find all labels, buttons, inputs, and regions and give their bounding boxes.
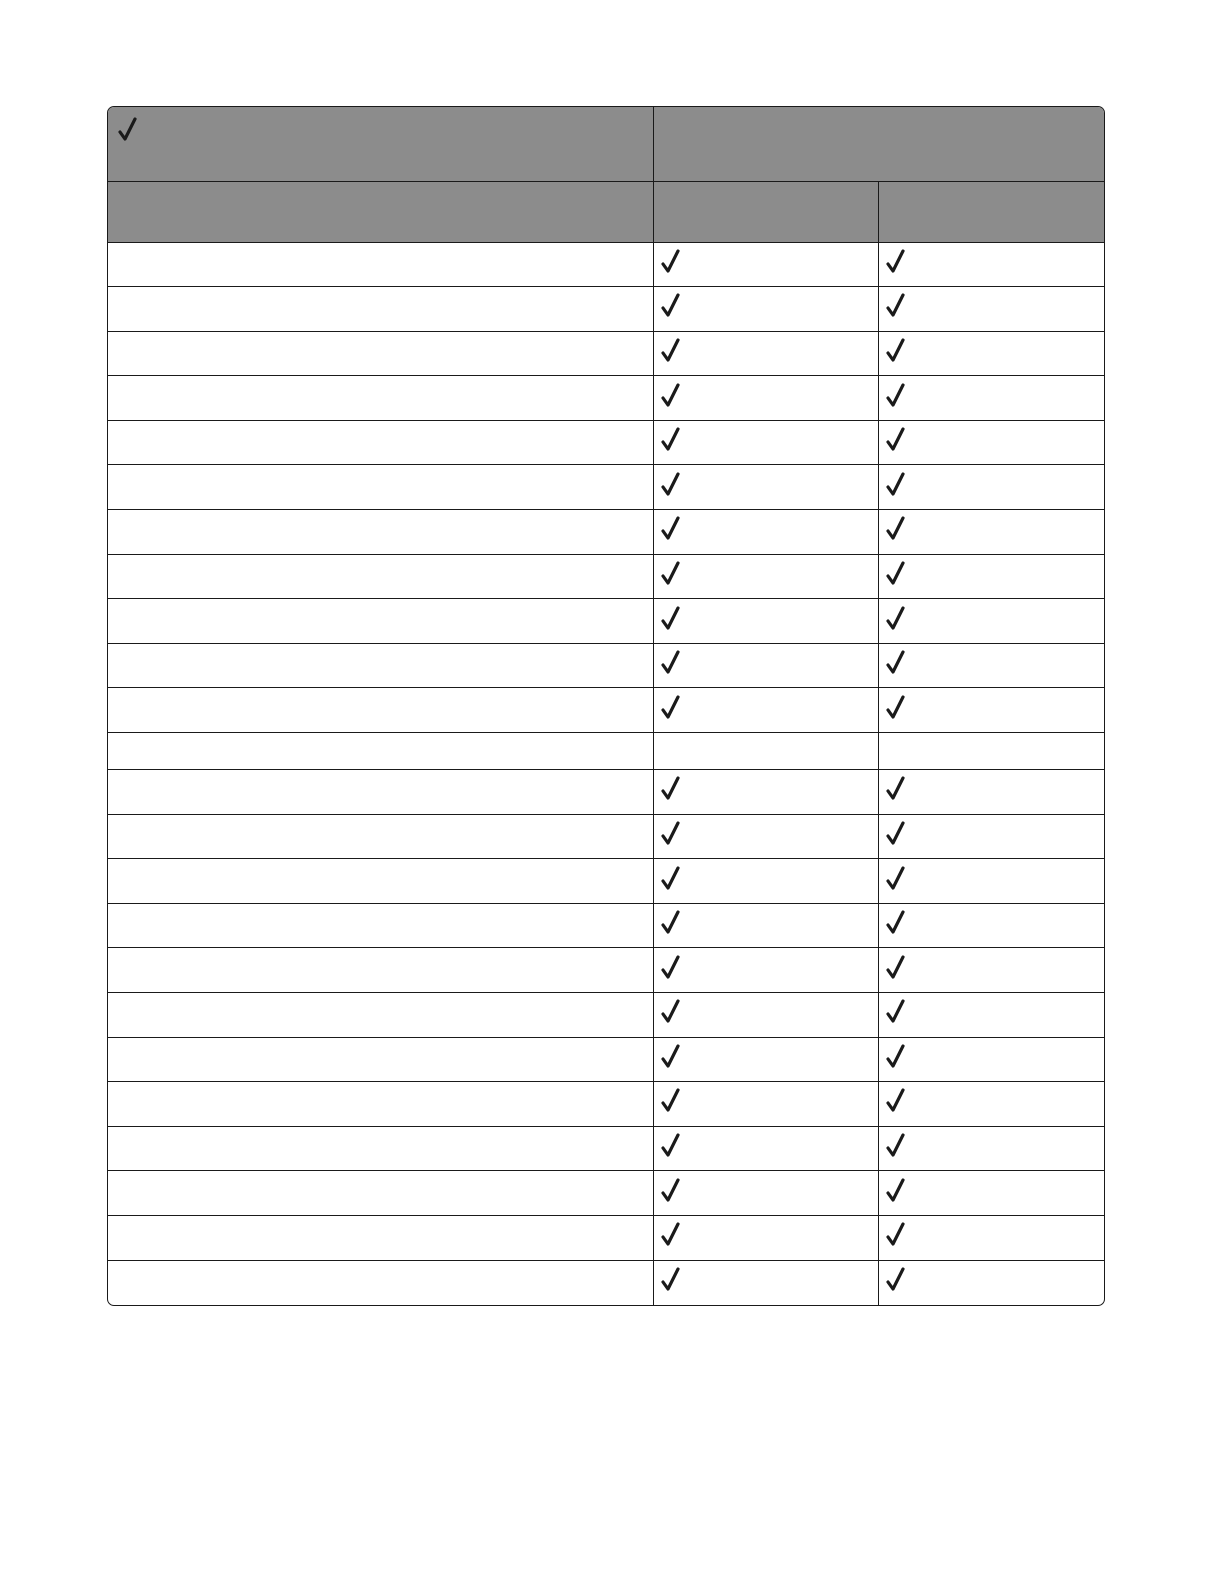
col2-check-cell [653,599,878,644]
row-label-cell [108,993,653,1038]
col2-check-cell [653,770,878,815]
col3-check-cell [878,688,1104,733]
col3-check-cell [878,287,1104,332]
row-label-cell [108,465,653,510]
col2-check-cell [653,331,878,376]
check-icon [886,821,906,847]
col3-check-cell [878,993,1104,1038]
row-label-cell [108,287,653,332]
col2-check-cell [653,1037,878,1082]
col3-check-cell [878,733,1104,770]
row-label-cell [108,1215,653,1260]
check-icon [661,1088,681,1114]
table-row [108,465,1104,510]
check-icon [661,1267,681,1293]
check-icon [886,776,906,802]
table-row [108,814,1104,859]
col2-check-cell [653,733,878,770]
support-matrix-table [107,106,1105,1306]
header-cell-item [108,181,653,242]
col3-check-cell [878,859,1104,904]
col3-check-cell [878,948,1104,993]
check-icon [661,650,681,676]
col3-check-cell [878,814,1104,859]
table-row [108,1260,1104,1305]
col3-check-cell [878,643,1104,688]
table-row [108,599,1104,644]
col3-check-cell [878,1037,1104,1082]
check-icon [661,776,681,802]
check-icon [661,293,681,319]
check-icon [886,383,906,409]
check-icon [661,955,681,981]
col3-check-cell [878,1126,1104,1171]
check-icon [661,516,681,542]
check-icon [661,866,681,892]
check-icon [886,1178,906,1204]
row-label-cell [108,948,653,993]
check-icon [886,1133,906,1159]
col3-check-cell [878,465,1104,510]
check-icon [661,695,681,721]
col2-check-cell [653,948,878,993]
check-icon [118,117,138,143]
col3-check-cell [878,376,1104,421]
check-icon [661,338,681,364]
col2-check-cell [653,688,878,733]
col2-check-cell [653,1126,878,1171]
check-icon [661,472,681,498]
check-icon [661,427,681,453]
check-icon [886,866,906,892]
row-label-cell [108,1126,653,1171]
check-icon [886,338,906,364]
col3-check-cell [878,554,1104,599]
check-icon [661,1044,681,1070]
col2-check-cell [653,1171,878,1216]
check-icon [886,606,906,632]
check-icon [886,999,906,1025]
col3-check-cell [878,903,1104,948]
check-icon [886,293,906,319]
row-label-cell [108,1082,653,1127]
table-row [108,331,1104,376]
table-row [108,287,1104,332]
table-row [108,903,1104,948]
check-icon [886,516,906,542]
col3-check-cell [878,770,1104,815]
col2-check-cell [653,376,878,421]
row-label-cell [108,859,653,904]
col2-check-cell [653,814,878,859]
table-row [108,688,1104,733]
row-label-cell [108,643,653,688]
col3-check-cell [878,1260,1104,1305]
check-icon [661,1133,681,1159]
check-icon [661,249,681,275]
col2-check-cell [653,465,878,510]
col2-check-cell [653,420,878,465]
row-label-cell [108,1171,653,1216]
row-label-cell [108,376,653,421]
table-row [108,948,1104,993]
col3-check-cell [878,420,1104,465]
check-icon [886,249,906,275]
check-icon [661,1222,681,1248]
table-row [108,510,1104,555]
table-row [108,554,1104,599]
col3-check-cell [878,1171,1104,1216]
check-icon [886,695,906,721]
section-row [108,733,1104,770]
table-row [108,1126,1104,1171]
table-row [108,643,1104,688]
col3-check-cell [878,1082,1104,1127]
header-row-2 [108,181,1104,242]
row-label-cell [108,903,653,948]
table-row [108,1082,1104,1127]
table-row [108,1171,1104,1216]
col2-check-cell [653,1215,878,1260]
check-icon [661,1178,681,1204]
check-icon [886,1222,906,1248]
check-icon [661,383,681,409]
table-row [108,859,1104,904]
check-icon [886,650,906,676]
matrix-table [108,107,1104,1305]
row-label-cell [108,814,653,859]
col2-check-cell [653,859,878,904]
row-label-cell [108,770,653,815]
row-label-cell [108,599,653,644]
col2-check-cell [653,993,878,1038]
col2-check-cell [653,643,878,688]
header-cell-col2 [653,181,878,242]
header-cell-key [108,107,653,181]
check-icon [886,955,906,981]
row-label-cell [108,688,653,733]
row-label-cell [108,733,653,770]
check-icon [886,1267,906,1293]
header-cell-group [653,107,1104,181]
check-icon [661,999,681,1025]
col2-check-cell [653,903,878,948]
check-icon [886,561,906,587]
header-cell-col3 [878,181,1104,242]
col3-check-cell [878,331,1104,376]
col3-check-cell [878,242,1104,287]
row-label-cell [108,242,653,287]
row-label-cell [108,1037,653,1082]
row-label-cell [108,554,653,599]
check-icon [886,472,906,498]
matrix-body [108,242,1104,1305]
check-icon [886,427,906,453]
check-icon [661,606,681,632]
col2-check-cell [653,554,878,599]
check-icon [661,821,681,847]
check-icon [886,1044,906,1070]
check-icon [661,561,681,587]
col3-check-cell [878,599,1104,644]
check-icon [886,1088,906,1114]
table-row [108,1215,1104,1260]
table-row [108,420,1104,465]
col2-check-cell [653,242,878,287]
row-label-cell [108,510,653,555]
table-row [108,376,1104,421]
row-label-cell [108,1260,653,1305]
header-row-1 [108,107,1104,181]
row-label-cell [108,420,653,465]
col2-check-cell [653,1260,878,1305]
col3-check-cell [878,510,1104,555]
table-row [108,770,1104,815]
check-icon [661,910,681,936]
table-row [108,1037,1104,1082]
col2-check-cell [653,510,878,555]
table-row [108,993,1104,1038]
row-label-cell [108,331,653,376]
table-row [108,242,1104,287]
col3-check-cell [878,1215,1104,1260]
col2-check-cell [653,287,878,332]
check-icon [886,910,906,936]
col2-check-cell [653,1082,878,1127]
